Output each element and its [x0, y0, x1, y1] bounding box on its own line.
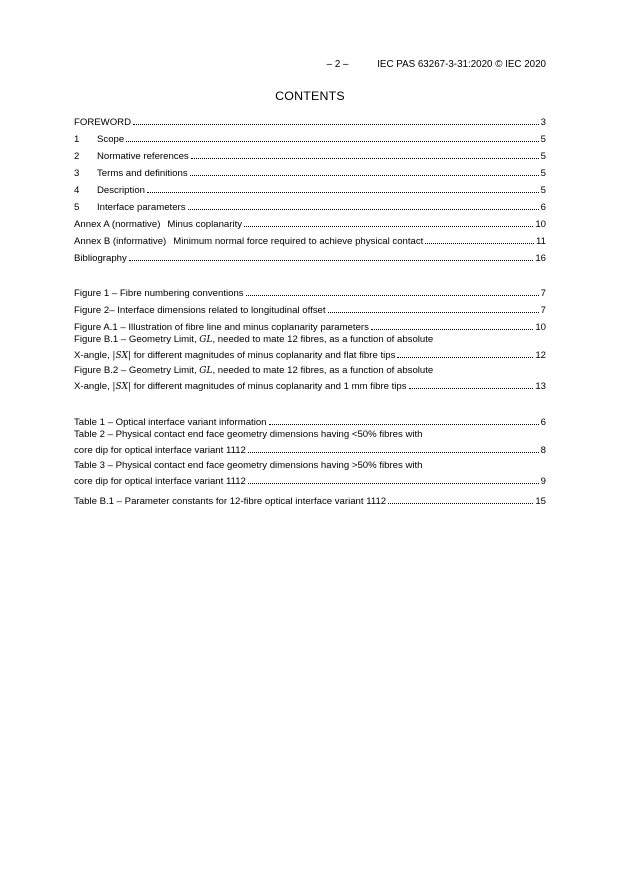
toc-section-number: 4	[74, 185, 80, 196]
leader-dots	[129, 259, 534, 261]
toc-entry-table[interactable]	[74, 490, 546, 507]
toc-entry-line	[74, 442, 546, 456]
toc-page-number: 5	[540, 134, 546, 145]
toc-entry-text: Bibliography	[74, 253, 127, 264]
page-title: CONTENTS	[275, 89, 345, 103]
toc-section-number: 2	[74, 151, 80, 162]
math-variable: GL	[199, 335, 213, 345]
toc-entry-text: Normative references	[97, 151, 189, 162]
leader-dots	[190, 174, 539, 176]
toc-entry-bibliography[interactable]	[74, 247, 546, 264]
toc-section-number: 1	[74, 134, 80, 145]
toc-entry-line	[74, 334, 433, 345]
leader-dots	[191, 157, 539, 159]
toc-entry-text: , needed to mate 12 fibres, as a function of absolute	[212, 334, 434, 345]
leader-dots	[248, 451, 539, 453]
document-reference: IEC PAS 63267-3-31:2020 © IEC 2020	[377, 59, 546, 70]
toc-entry-text: , needed to mate 12 fibres, as a function of absolute	[212, 365, 434, 376]
page-number: – 2 –	[326, 59, 349, 70]
toc-entry-text: Table 2 – Physical contact end face geometry dimensions having <50% fibres with	[74, 429, 423, 440]
math-variable: |SX|	[112, 382, 132, 392]
toc-page-number: 10	[535, 322, 546, 333]
toc-entry-text: Scope	[97, 134, 125, 145]
page-header	[74, 59, 546, 70]
leader-dots	[409, 387, 534, 389]
toc-entry-text: Table 3 – Physical contact end face geometry dimensions having >50% fibres with	[74, 460, 423, 471]
leader-dots	[328, 311, 539, 313]
toc-entry-line	[74, 378, 546, 392]
toc-sections	[74, 111, 546, 264]
toc-page-number: 16	[535, 253, 546, 264]
leader-dots	[133, 123, 539, 125]
toc-section-number: 3	[74, 168, 80, 179]
leader-dots	[371, 328, 533, 330]
leader-dots	[397, 356, 533, 358]
toc-page-number: 5	[540, 151, 546, 162]
toc-entry-text: X-angle,	[74, 381, 113, 392]
toc-entry-line	[74, 365, 433, 376]
toc-page-number: 7	[540, 305, 546, 316]
leader-dots	[248, 482, 539, 484]
toc-entry-line	[74, 347, 546, 361]
leader-dots	[246, 294, 539, 296]
annex-label: Annex B (informative)	[74, 236, 167, 247]
toc-entry-normative-references[interactable]	[74, 145, 546, 162]
toc-entry-text: Figure A.1 – Illustration of fibre line and minus coplanarity parameters	[74, 322, 369, 333]
toc-entry-text: X-angle,	[74, 350, 113, 361]
toc-entry-annex-a[interactable]	[74, 213, 546, 230]
toc-page-number: 3	[540, 117, 546, 128]
toc-entry-text: Figure B.1 – Geometry Limit,	[74, 334, 200, 345]
toc-entry-text: core dip for optical interface variant 1112	[74, 476, 246, 487]
toc-figures	[74, 282, 546, 395]
toc-entry-table[interactable]	[74, 411, 546, 428]
toc-entry-figure[interactable]	[74, 299, 546, 316]
toc-entry-figure[interactable]	[74, 333, 546, 364]
leader-dots	[188, 208, 539, 210]
toc-entry-terms-definitions[interactable]	[74, 162, 546, 179]
toc-page-number: 5	[540, 185, 546, 196]
toc-page-number: 6	[540, 417, 546, 428]
toc-section-number: 5	[74, 202, 80, 213]
toc-entry-line	[74, 473, 546, 487]
toc-entry-text: Figure 2– Interface dimensions related to longitudinal offset	[74, 305, 326, 316]
toc-entry-text: Table B.1 – Parameter constants for 12-fibre optical interface variant 1112	[74, 496, 387, 507]
toc-entry-interface-parameters[interactable]	[74, 196, 546, 213]
toc-page-number: 6	[540, 202, 546, 213]
toc-page-number: 11	[536, 236, 546, 247]
math-variable: GL	[199, 366, 213, 376]
toc-entry-text: Terms and definitions	[97, 168, 188, 179]
toc-entry-text: Minimum normal force required to achieve physical contact	[173, 236, 424, 247]
toc-page-number: 7	[540, 288, 546, 299]
leader-dots	[388, 502, 533, 504]
leader-dots	[425, 242, 534, 244]
toc-page-number: 10	[535, 219, 546, 230]
toc-entry-figure[interactable]	[74, 316, 546, 333]
toc-entry-table[interactable]	[74, 459, 546, 490]
toc-entry-figure[interactable]	[74, 282, 546, 299]
toc-entry-text: core dip for optical interface variant 1112	[74, 445, 246, 456]
annex-label: Annex A (normative)	[74, 219, 161, 230]
toc-entry-text: Interface parameters	[97, 202, 186, 213]
toc-entry-text: for different magnitudes of minus coplanarity and flat fibre tips	[131, 350, 396, 361]
toc-entry-foreword[interactable]	[74, 111, 546, 128]
toc-entry-figure[interactable]	[74, 364, 546, 395]
toc-entry-description[interactable]	[74, 179, 546, 196]
toc-entry-text: Description	[97, 185, 145, 196]
toc-page-number: 15	[535, 496, 546, 507]
toc-page-number: 5	[540, 168, 546, 179]
toc-entry-text: Table 1 – Optical interface variant information	[74, 417, 267, 428]
toc-entry-text: for different magnitudes of minus coplanarity and 1 mm fibre tips	[131, 381, 407, 392]
leader-dots	[147, 191, 539, 193]
toc-entry-text: FOREWORD	[74, 117, 132, 128]
toc-entry-table[interactable]	[74, 428, 546, 459]
toc-entry-annex-b[interactable]	[74, 230, 546, 247]
toc-page-number: 13	[535, 381, 546, 392]
toc-page-number: 12	[535, 350, 546, 361]
leader-dots	[244, 225, 533, 227]
leader-dots	[269, 423, 539, 425]
toc-page-number: 8	[540, 445, 546, 456]
toc-entry-text: Figure 1 – Fibre numbering conventions	[74, 288, 244, 299]
toc-tables	[74, 411, 546, 507]
toc-entry-text: Minus coplanarity	[167, 219, 243, 230]
math-variable: |SX|	[112, 351, 132, 361]
leader-dots	[126, 140, 538, 142]
toc-page-number: 9	[540, 476, 546, 487]
toc-entry-scope[interactable]	[74, 128, 546, 145]
toc-entry-text: Figure B.2 – Geometry Limit,	[74, 365, 200, 376]
